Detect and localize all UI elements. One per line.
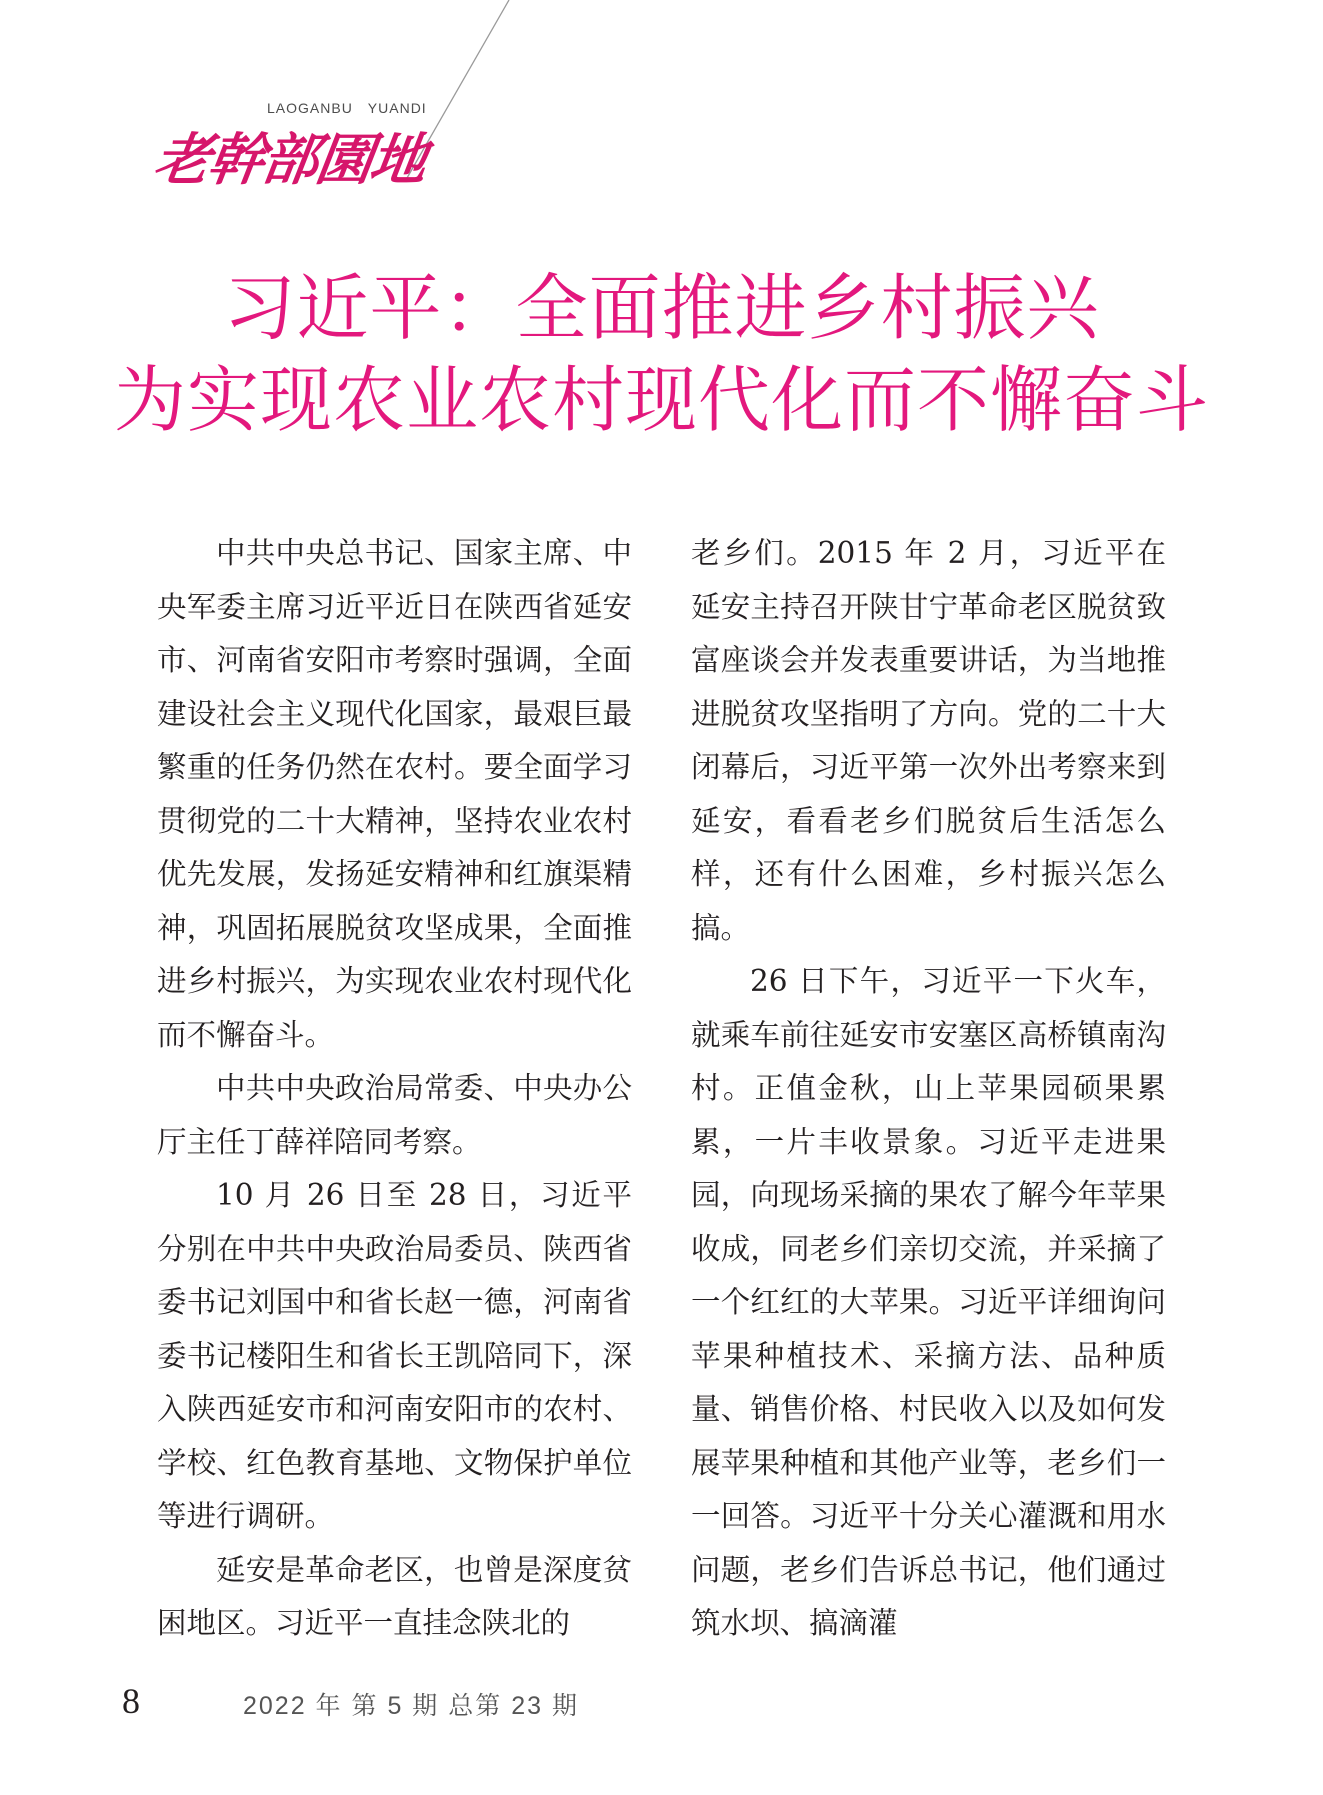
paragraph: 26 日下午，习近平一下火车，就乘车前往延安市安塞区高桥镇南沟村。正值金秋，山上苹果园硕果累累，一片丰收景象。习近平走进果园，向现场采摘的果农了解今年苹果收成，同老乡们亲切交流，并采摘了一个红红的大苹果。习近平详细询问苹果种植技术、采摘方法、品种质量、销售价格、村民收入以及如何发展苹果种植和其他产业等，老乡们一一回答。习近平十分关心灌溉和用水问题，老乡们告诉总书记，他们通过筑水坝、搞滴灌 bbox=[691, 964, 1166, 1640]
title-line-2: 为实现农业农村现代化而不懈奋斗 bbox=[113, 358, 1209, 442]
paragraph: 中共中央政治局常委、中央办公厅主任丁薛祥陪同考察。 bbox=[157, 1071, 632, 1159]
title-line-1: 习近平：全面推进乡村振兴 bbox=[223, 266, 1100, 350]
article-title bbox=[0, 262, 1323, 446]
paragraph: 10 月 26 日至 28 日，习近平分别在中共中央政治局委员、陕西省委书记刘国中和省长赵一德，河南省委书记楼阳生和省长王凯陪同下，深入陕西延安市和河南安阳市的农村、学校、红色教育基地、文物保护单位等进行调研。 bbox=[157, 1178, 632, 1533]
page-footer bbox=[0, 1672, 1323, 1732]
column-pinyin: LAOGANBU YUANDI bbox=[267, 100, 427, 116]
page-number: 8 bbox=[122, 1681, 140, 1721]
paragraph: 中共中央总书记、国家主席、中央军委主席习近平近日在陕西省延安市、河南省安阳市考察时强调，全面建设社会主义现代化国家，最艰巨最繁重的任务仍然在农村。要全面学习贯彻党的二十大精神，坚持农业农村优先发展，发扬延安精神和红旗渠精神，巩固拓展脱贫攻坚成果，全面推进乡村振兴，为实现农业农村现代化而不懈奋斗。 bbox=[157, 536, 632, 1052]
column-title-logo: 老幹部園地 bbox=[149, 127, 430, 193]
article-column-left bbox=[157, 527, 632, 1651]
issue-info: 2022 年 第 5 期 总第 23 期 bbox=[243, 1692, 579, 1720]
article-column-right bbox=[691, 527, 1166, 1651]
paragraph: 延安是革命老区，也曾是深度贫困地区。习近平一直挂念陕北的 bbox=[157, 1552, 632, 1640]
paragraph-continued: 老乡们。2015 年 2 月，习近平在延安主持召开陕甘宁革命老区脱贫致富座谈会并发表重要讲话，为当地推进脱贫攻坚指明了方向。党的二十大闭幕后，习近平第一次外出考察来到延安，看看老乡们脱贫后生活怎么样，还有什么困难，乡村振兴怎么搞。 bbox=[691, 536, 1166, 945]
